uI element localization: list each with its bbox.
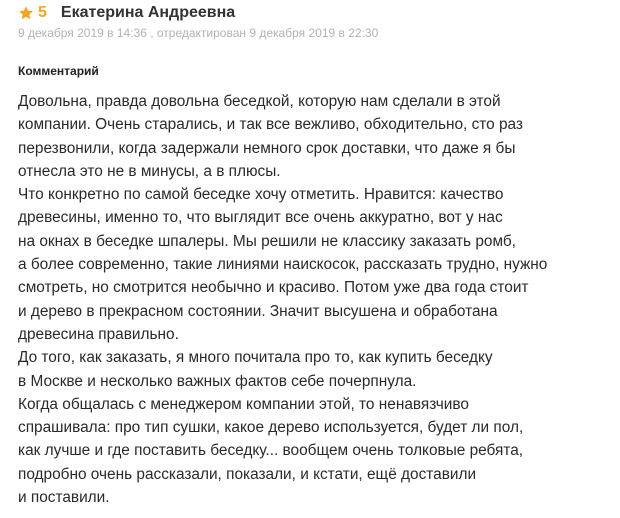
author-name[interactable]: Екатерина Андреевна [60, 4, 236, 21]
comment-body [18, 90, 614, 509]
comment-line: перезвонили, когда задержали немного срок доставки, что даже я бы [18, 139, 516, 157]
comment-line: как лучше и где поставить беседку... вообщем очень толковые ребята, [18, 442, 524, 460]
comment-label: Комментарий [18, 64, 99, 78]
comment-line: древесины, именно то, что выглядит все очень аккуратно, вот у нас [18, 209, 503, 227]
review-header [18, 0, 614, 26]
comment-line: на окнах в беседке шпалеры. Мы решили не классику заказать ромб, [18, 232, 516, 250]
rating-value: 5 [38, 4, 47, 21]
comment-line: в Москве и несколько важных фактов себе почерпнула. [18, 372, 417, 390]
comment-line: Когда общалась с менеджером компании этой, то ненавязчиво [18, 395, 469, 413]
review-meta: 9 декабря 2019 в 14:36 , отредактирован 9 декабря 2019 в 22:30 [18, 26, 379, 40]
comment-line: компании. Очень старались, и так все вежливо, обходительно, сто раз [18, 116, 523, 134]
comment-line: подробно очень рассказали, показали, и кстати, ещё доставили [18, 465, 477, 483]
comment-line: и поставили. [18, 489, 110, 507]
comment-line: древесина правильно. [18, 325, 179, 343]
comment-line: До того, как заказать, я много почитала про то, как купить беседку [18, 349, 493, 367]
comment-line: Довольна, правда довольна беседкой, которую нам сделали в этой [18, 93, 501, 110]
comment-line: отнесла это не в минусы, а в плюсы. [18, 162, 281, 180]
comment-line: и дерево в прекрасном состоянии. Значит высушена и обработана [18, 302, 498, 320]
comment-line: а более современно, такие линиями наискосок, рассказать трудно, нужно [18, 256, 548, 274]
star-icon [18, 5, 34, 21]
comment-line: смотреть, но смотрится необычно и красиво. Потом уже два года стоит [18, 279, 529, 297]
comment-line: Что конкретно по самой беседке хочу отметить. Нравится: качество [18, 186, 504, 204]
review-card [18, 0, 614, 509]
comment-line: спрашивала: про тип сушки, какое дерево используется, будет ли пол, [18, 419, 524, 437]
